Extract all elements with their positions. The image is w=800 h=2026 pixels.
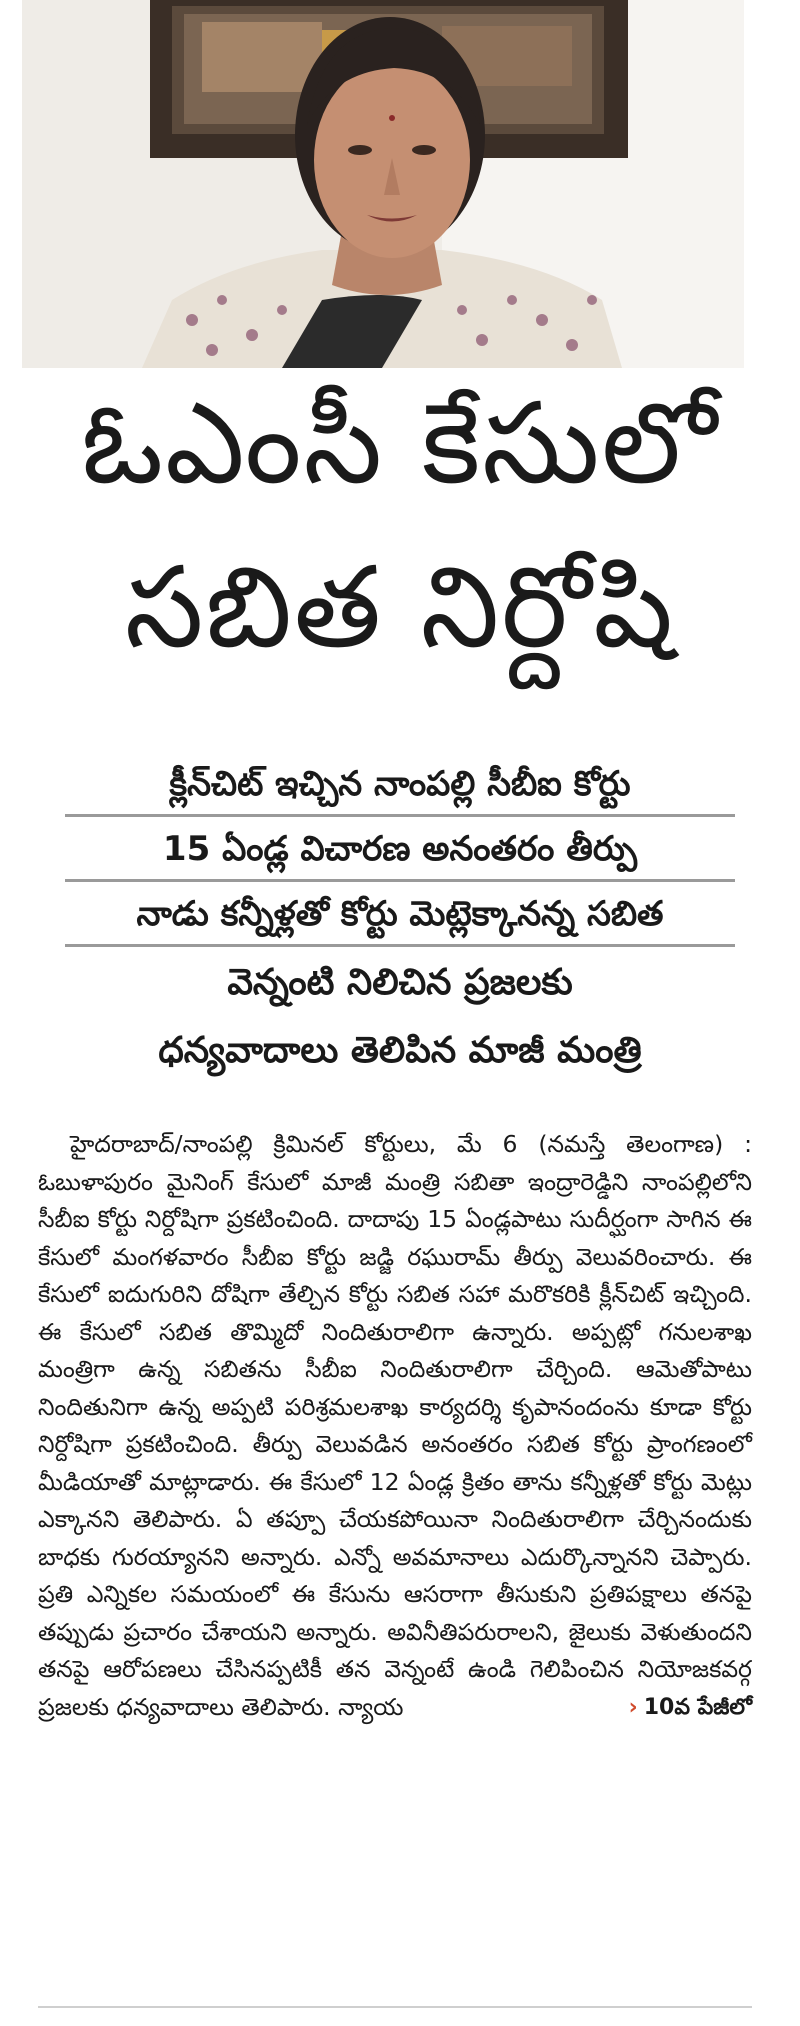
article-photo	[22, 0, 744, 368]
person-photo-icon	[22, 0, 744, 368]
subhead-line-1: వెన్నంటి నిలిచిన ప్రజలకు	[227, 962, 573, 1003]
continued-on-page	[597, 1689, 752, 1727]
deck-line-1: క్లీన్‌చిట్ ఇచ్చిన నాంపల్లి సీబీఐ కోర్టు	[169, 764, 631, 804]
deck-line-2: 15 ఏండ్ల విచారణ అనంతరం తీర్పు	[162, 829, 638, 869]
article-body	[38, 1126, 752, 1726]
bottom-divider	[38, 2006, 752, 2008]
deck-divider	[65, 879, 735, 882]
jump-label: 10వ పేజీలో	[643, 1694, 752, 1720]
deck-line-3: నాడు కన్నీళ్లతో కోర్టు మెట్లెక్కానన్న సబిత	[136, 894, 664, 934]
article-body-text: హైదరాబాద్/నాంపల్లి క్రిమినల్ కోర్టులు, మే 6 (నమస్తే తెలంగాణ) : ఓబుళాపురం మైనింగ్ కేసులో మాజీ మంత్రి సబితా ఇంద్రారెడ్డిని నాంపల్లిలోని సీబీఐ కోర్టు నిర్దోషిగా ప్రకటించింది. దాదాపు 15 ఏండ్లపాటు సుదీర్ఘంగా సాగిన ఈ కేసులో మంగళవారం సీబీఐ కోర్టు జడ్జి రఘురామ్ తీర్పు వెలువరించారు. ఈ కేసులో ఐదుగురిని దోషిగా తేల్చిన కోర్టు సబిత సహా మరొకరికి క్లీన్‌చిట్ ఇచ్చింది. ఈ కేసులో సబిత తొమ్మిదో నిందితురాలిగా ఉన్నారు. అప్పట్లో గనులశాఖ మంత్రిగా ఉన్న సబితను సీబీఐ నిందితురాలిగా చేర్చింది. ఆమెతోపాటు నిందితునిగా ఉన్న అప్పటి పరిశ్రమలశాఖ కార్యదర్శి కృపానందంను కూడా కోర్టు నిర్దోషిగా ప్రకటించింది. తీర్పు వెలువడిన అనంతరం సబిత కోర్టు ప్రాంగణంలో మీడియాతో మాట్లాడారు. ఈ కేసులో 12 ఏండ్ల క్రితం తాను కన్నీళ్లతో కోర్టు మెట్లు ఎక్కానని తెలిపారు. ఏ తప్పూ చేయకపోయినా నిందితురాలిగా చేర్చినందుకు బాధకు గురయ్యానని అన్నారు. ఎన్నో అవమానాలు ఎదుర్కొన్నానని చెప్పారు. ప్రతి ఎన్నికల సమయంలో ఈ కేసును ఆసరాగా తీసుకుని ప్రతిపక్షాలు తనపై తప్పుడు ప్రచారం చేశాయని అన్నారు. అవినీతిపరురాలని, జైలుకు వెళుతుందని తనపై ఆరోపణలు చేసినప్పటికీ తన వెన్నంటే ఉండి గెలిపించిన నియోజకవర్గ ప్రజలకు ధన్యవాదాలు తెలిపారు. న్యాయ	[38, 1130, 752, 1721]
deck-divider	[65, 944, 735, 947]
headline-line-2: సబిత నిర్దోషి	[124, 543, 676, 673]
deck-divider	[65, 814, 735, 817]
subhead-line-2: ధన్యవాదాలు తెలిపిన మాజీ మంత్రి	[158, 1030, 642, 1071]
headline-line-1: ఓఎంసీ కేసులో	[81, 379, 719, 509]
chevron-right-icon: ›	[628, 1694, 638, 1720]
